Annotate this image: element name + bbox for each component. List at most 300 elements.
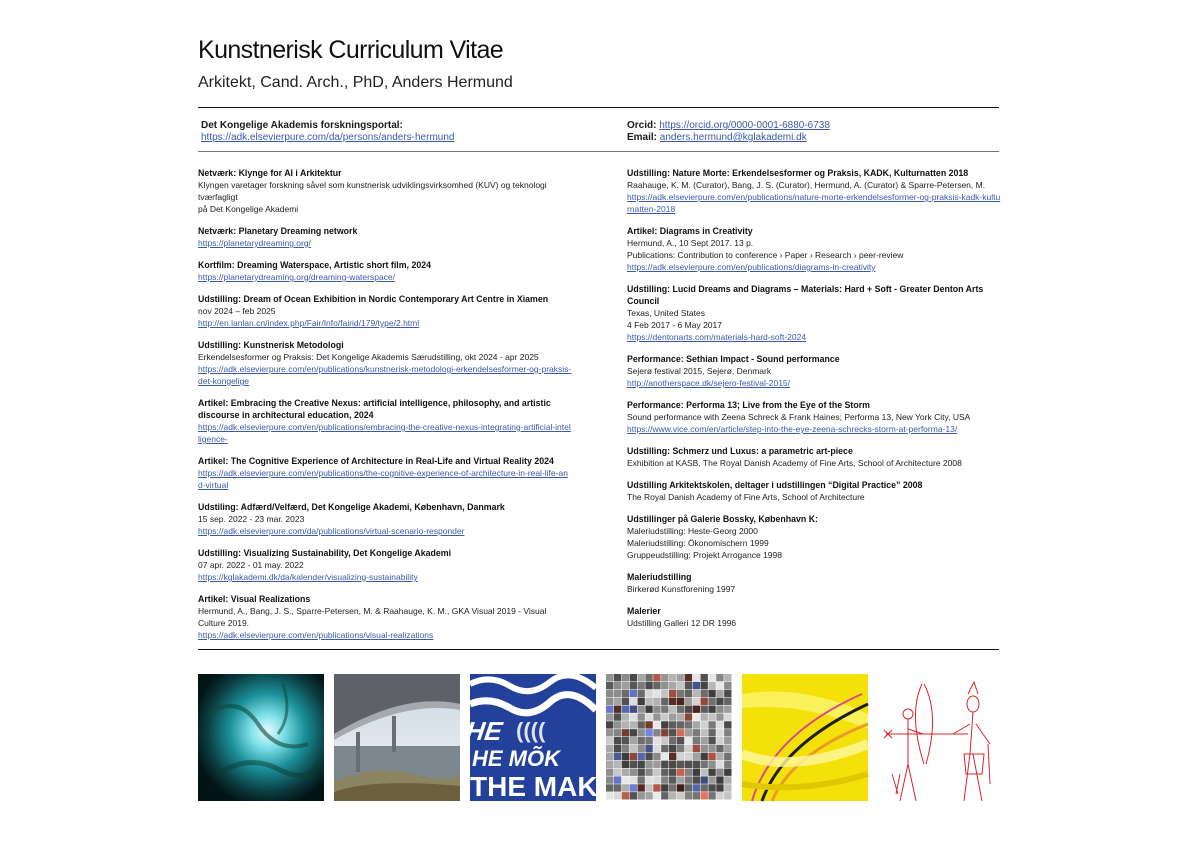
mosaic-tile: [645, 713, 652, 720]
mosaic-tile: [708, 682, 715, 689]
mosaic-tile: [669, 745, 676, 752]
mosaic-tile: [661, 792, 668, 799]
mosaic-tile: [708, 690, 715, 697]
mosaic-tile: [724, 753, 731, 760]
mosaic-tile: [724, 745, 731, 752]
mosaic-tile: [708, 776, 715, 783]
mosaic-tile: [614, 698, 621, 705]
cv-entry-title: Udstillinger på Galerie Bossky, København K:: [627, 514, 818, 524]
mosaic-tile: [622, 713, 629, 720]
mosaic-tile: [724, 690, 731, 697]
cv-entry-link[interactable]: https://www.vice.com/en/article/step-into-the-eye-zeena-schrecks-storm-at-performa-13/: [627, 424, 958, 434]
mosaic-tile: [622, 690, 629, 697]
mosaic-tile: [669, 690, 676, 697]
mosaic-tile: [661, 721, 668, 728]
mosaic-tile: [606, 729, 613, 736]
mosaic-tile: [724, 682, 731, 689]
mosaic-tile: [716, 706, 723, 713]
mosaic-tile: [724, 769, 731, 776]
mosaic-tile: [606, 769, 613, 776]
mosaic-tile: [724, 792, 731, 799]
mosaic-tile: [630, 792, 637, 799]
thumbnail-strip: [198, 674, 1003, 801]
mosaic-tile: [614, 761, 621, 768]
mosaic-tile: [614, 792, 621, 799]
mosaic-tile: [716, 784, 723, 791]
mosaic-tile: [669, 737, 676, 744]
cv-entry: [198, 167, 572, 215]
cv-entry-link[interactable]: https://adk.elsevierpure.com/en/publications/kunstnerisk-metodologi-erkendelsesformer-og-praksis-det-kongelige: [198, 364, 572, 386]
cv-entry-detail: Gruppeudstilling: Projekt Arrogance 1998: [627, 550, 782, 560]
cv-entry-detail: Maleriudstilling: Ökonomischern 1999: [627, 538, 769, 548]
mosaic-tile: [708, 737, 715, 744]
cv-entry: [198, 259, 572, 283]
mosaic-tile: [701, 698, 708, 705]
mosaic-tile: [724, 761, 731, 768]
mosaic-tile: [716, 745, 723, 752]
mosaic-tile: [693, 713, 700, 720]
mosaic-tile: [661, 745, 668, 752]
mosaic-tile: [701, 674, 708, 681]
cv-entry-detail: Birkerød Kunstforening 1997: [627, 584, 736, 594]
thumbnail-ocean-glow: [198, 674, 324, 801]
cv-entry-link[interactable]: https://adk.elsevierpure.com/en/publications/diagrams-in-creativity: [627, 262, 876, 272]
mosaic-tile: [708, 769, 715, 776]
mosaic-tile: [622, 769, 629, 776]
cv-entry-detail: Hermund, A., Bang, J. S., Sparre-Petersen, M. & Raahauge, K. M., GKA Visual 2019 - Visual Culture 2019.: [198, 606, 547, 628]
cv-entry-title: Performance: Sethian Impact - Sound performance: [627, 354, 840, 364]
mosaic-tile: [630, 706, 637, 713]
mosaic-image: [606, 674, 732, 801]
mosaic-tile: [653, 745, 660, 752]
cv-entry-title: Malerier: [627, 606, 661, 616]
cv-entry-link[interactable]: http://en.lanlan.cn/index.php/Fair/Info/fairid/179/type/2.html: [198, 318, 420, 328]
mosaic-tile: [638, 674, 645, 681]
mosaic-tile: [645, 682, 652, 689]
cv-entry-title: Artikel: Embracing the Creative Nexus: artificial intelligence, philosophy, and artistic discourse in architectural education, 2024: [198, 398, 551, 420]
mosaic-tile: [653, 713, 660, 720]
mosaic-tile: [653, 761, 660, 768]
mosaic-tile: [638, 761, 645, 768]
mosaic-tile: [716, 761, 723, 768]
mosaic-tile: [622, 792, 629, 799]
bottom-divider: [198, 649, 999, 650]
egyptian-drawing-image: [878, 674, 1003, 801]
cv-entry: [198, 397, 572, 445]
mosaic-tile: [685, 753, 692, 760]
portal-link[interactable]: https://adk.elsevierpure.com/da/persons/anders-hermund: [201, 132, 455, 143]
mosaic-tile: [645, 769, 652, 776]
cv-entry-link[interactable]: https://adk.elsevierpure.com/en/publications/nature-morte-erkendelsesformer-og-praksis-kadk-kulturnatten-2018: [627, 192, 1001, 214]
cv-entry-detail: nov 2024 – feb 2025: [198, 306, 276, 316]
mosaic-tile: [677, 698, 684, 705]
mosaic-tile: [701, 721, 708, 728]
mosaic-tile: [614, 769, 621, 776]
mosaic-tile: [661, 682, 668, 689]
mosaic-tile: [724, 698, 731, 705]
mosaic-tile: [622, 737, 629, 744]
mosaic-tile: [653, 721, 660, 728]
mosaic-tile: [606, 745, 613, 752]
cv-entry-link[interactable]: http://anotherspace.dk/sejero-festival-2015/: [627, 378, 791, 388]
mosaic-tile: [614, 682, 621, 689]
mosaic-tile: [614, 729, 621, 736]
mosaic-tile: [638, 737, 645, 744]
mosaic-tile: [685, 792, 692, 799]
mosaic-tile: [677, 674, 684, 681]
mosaic-tile: [669, 776, 676, 783]
mosaic-tile: [677, 745, 684, 752]
mosaic-tile: [622, 776, 629, 783]
mosaic-tile: [622, 729, 629, 736]
mosaic-tile: [614, 674, 621, 681]
mosaic-tile: [638, 753, 645, 760]
mosaic-tile: [653, 776, 660, 783]
mosaic-tile: [614, 721, 621, 728]
portal-label: Det Kongelige Akademis forskningsportal:: [201, 120, 403, 131]
mosaic-tile: [630, 753, 637, 760]
mosaic-tile: [614, 776, 621, 783]
mosaic-tile: [669, 698, 676, 705]
mosaic-tile: [630, 784, 637, 791]
mosaic-tile: [638, 784, 645, 791]
mosaic-tile: [645, 674, 652, 681]
mosaic-tile: [693, 690, 700, 697]
mosaic-tile: [708, 706, 715, 713]
mosaic-tile: [630, 721, 637, 728]
mosaic-tile: [653, 784, 660, 791]
cv-entry-title: Netværk: Klynge for AI i Arkitektur: [198, 168, 342, 178]
cv-entry: [627, 399, 1001, 435]
cv-entry-detail: The Royal Danish Academy of Fine Arts, School of Architecture: [627, 492, 865, 502]
mosaic-tile: [638, 706, 645, 713]
mosaic-tile: [606, 761, 613, 768]
cv-entry-link[interactable]: https://kglakademi.dk/da/kalender/visualizing-sustainability: [198, 572, 418, 582]
mosaic-tile: [685, 784, 692, 791]
mosaic-tile: [724, 737, 731, 744]
mosaic-tile: [701, 761, 708, 768]
mosaic-tile: [606, 784, 613, 791]
top-divider: [198, 107, 999, 108]
mosaic-tile: [716, 713, 723, 720]
cv-entry-title: Udstilling Arkitektskolen, deltager i udstillingen “Digital Practice” 2008: [627, 480, 923, 490]
mosaic-tile: [701, 784, 708, 791]
mosaic-tile: [685, 713, 692, 720]
mosaic-tile: [661, 737, 668, 744]
mosaic-tile: [701, 737, 708, 744]
cv-entry-detail: på Det Kongelige Akademi: [198, 204, 299, 214]
cv-entry-detail: Sound performance with Zeena Schreck & Frank Haines; Performa 13, New York City, USA: [627, 412, 971, 422]
typography-art-image: [463, 674, 606, 802]
mosaic-tile: [685, 745, 692, 752]
cv-entry-title: Udstilling: Dream of Ocean Exhibition in Nordic Contemporary Art Centre in Xiamen: [198, 294, 549, 304]
mosaic-tile: [677, 706, 684, 713]
mosaic-tile: [685, 698, 692, 705]
mosaic-tile: [677, 769, 684, 776]
mosaic-tile: [716, 792, 723, 799]
cv-entry-detail: Exhibition at KASB, The Royal Danish Academy of Fine Arts, School of Architecture 2008: [627, 458, 962, 468]
mosaic-tile: [645, 776, 652, 783]
cv-entry: [627, 605, 1001, 629]
mosaic-tile: [645, 784, 652, 791]
mosaic-tile: [693, 784, 700, 791]
cv-entry-link[interactable]: https://adk.elsevierpure.com/da/publications/virtual-scenario-responder: [198, 526, 465, 536]
mosaic-tile: [677, 690, 684, 697]
mosaic-tile: [638, 776, 645, 783]
mosaic-tile: [716, 690, 723, 697]
mosaic-tile: [638, 713, 645, 720]
mosaic-tile: [622, 706, 629, 713]
mosaic-tile: [614, 690, 621, 697]
mosaic-tile: [716, 776, 723, 783]
mosaic-tile: [677, 761, 684, 768]
cv-entry-link[interactable]: https://dentonarts.com/materials-hard-soft-2024: [627, 332, 807, 342]
mosaic-tile: [630, 682, 637, 689]
mosaic-tile: [708, 729, 715, 736]
cv-entry-detail: Publications: Contribution to conference › Paper › Research › peer-review: [627, 250, 904, 260]
svg-text:((((: ((((: [516, 718, 546, 743]
mosaic-tile: [661, 698, 668, 705]
contact-block: [627, 120, 830, 144]
mosaic-tile: [606, 674, 613, 681]
mosaic-tile: [622, 784, 629, 791]
mosaic-tile: [701, 792, 708, 799]
mosaic-tile: [653, 729, 660, 736]
mosaic-tile: [708, 792, 715, 799]
mosaic-tile: [701, 690, 708, 697]
mosaic-tile: [606, 682, 613, 689]
cv-entry-title: Udstilling: Visualizing Sustainability, Det Kongelige Akademi: [198, 548, 452, 558]
mosaic-tile: [677, 721, 684, 728]
cv-entry: [627, 571, 1001, 595]
mosaic-tile: [685, 690, 692, 697]
mosaic-tile: [669, 674, 676, 681]
mosaic-tile: [645, 729, 652, 736]
mosaic-tile: [622, 698, 629, 705]
mosaic-tile: [685, 682, 692, 689]
mosaic-tile: [630, 713, 637, 720]
cv-entry-link[interactable]: https://adk.elsevierpure.com/en/publications/embracing-the-creative-nexus-integrating-artificial-intelligence-: [198, 422, 571, 444]
mosaic-tile: [645, 721, 652, 728]
cv-entry-title: Kortfilm: Dreaming Waterspace, Artistic short film, 2024: [198, 260, 432, 270]
cv-entry-detail: Sejerø festival 2015, Sejerø, Denmark: [627, 366, 772, 376]
mosaic-tile: [661, 713, 668, 720]
mosaic-tile: [638, 698, 645, 705]
mosaic-tile: [708, 721, 715, 728]
cv-entry-detail: 4 Feb 2017 - 6 May 2017: [627, 320, 722, 330]
orcid-link[interactable]: https://orcid.org/0000-0001-6880-6738: [659, 120, 830, 131]
mosaic-tile: [638, 721, 645, 728]
portal-block: [201, 120, 454, 144]
cv-entry-detail: Raahauge, K. M. (Curator), Bang, J. S. (Curator), Hermund, A. (Curator) & Sparre-Petersen, M.: [627, 180, 986, 190]
mosaic-tile: [693, 737, 700, 744]
cv-entry-detail: 15 sep. 2022 - 23 mar. 2023: [198, 514, 305, 524]
mosaic-tile: [653, 737, 660, 744]
mosaic-tile: [693, 721, 700, 728]
page-subtitle: Arkitekt, Cand. Arch., PhD, Anders Hermund: [198, 74, 513, 91]
cv-entry-link[interactable]: https://planetarydreaming.org/: [198, 238, 311, 248]
mosaic-tile: [693, 698, 700, 705]
mosaic-tile: [653, 698, 660, 705]
cv-entry-title: Udstilling: Kunstnerisk Metodologi: [198, 340, 344, 350]
mosaic-tile: [669, 706, 676, 713]
mosaic-tile: [716, 753, 723, 760]
cv-entry-link[interactable]: https://adk.elsevierpure.com/en/publications/visual-realizations: [198, 630, 434, 640]
cv-entry-title: Artikel: The Cognitive Experience of Architecture in Real-Life and Virtual Reality 2024: [198, 456, 554, 466]
mosaic-tile: [630, 698, 637, 705]
mosaic-tile: [622, 761, 629, 768]
mosaic-tile: [638, 682, 645, 689]
cv-entry: [198, 547, 572, 583]
mosaic-tile: [724, 713, 731, 720]
mosaic-tile: [724, 776, 731, 783]
mosaic-tile: [693, 729, 700, 736]
mosaic-tile: [606, 753, 613, 760]
mosaic-tile: [685, 706, 692, 713]
mosaic-tile: [693, 674, 700, 681]
email-link[interactable]: anders.hermund@kglakademi.dk: [659, 132, 807, 143]
mosaic-tile: [661, 753, 668, 760]
cv-entry-title: Udstilling: Lucid Dreams and Diagrams – Materials: Hard + Soft - Greater Denton Arts Council: [627, 284, 984, 306]
mosaic-tile: [645, 737, 652, 744]
mosaic-tile: [677, 792, 684, 799]
mosaic-tile: [638, 745, 645, 752]
mosaic-tile: [614, 713, 621, 720]
mosaic-tile: [645, 690, 652, 697]
mosaic-tile: [614, 753, 621, 760]
mosaic-tile: [669, 721, 676, 728]
mosaic-tile: [653, 690, 660, 697]
mosaic-tile: [716, 698, 723, 705]
cv-entry-link[interactable]: https://adk.elsevierpure.com/en/publications/the-cognitive-experience-of-architecture-in-real-life-and-virtual: [198, 468, 568, 490]
mosaic-tile: [638, 729, 645, 736]
cv-entry-title: Netværk: Planetary Dreaming network: [198, 226, 358, 236]
mosaic-tile: [701, 745, 708, 752]
mosaic-tile: [724, 721, 731, 728]
mosaic-tile: [622, 674, 629, 681]
mosaic-tile: [653, 674, 660, 681]
mosaic-tile: [669, 729, 676, 736]
mosaic-tile: [677, 682, 684, 689]
mosaic-tile: [614, 745, 621, 752]
mosaic-tile: [716, 737, 723, 744]
mosaic-tile: [630, 729, 637, 736]
mosaic-tile: [622, 682, 629, 689]
mosaic-tile: [708, 784, 715, 791]
mosaic-tile: [630, 761, 637, 768]
mosaic-tile: [708, 753, 715, 760]
mosaic-tile: [701, 729, 708, 736]
mosaic-tile: [653, 706, 660, 713]
orcid-label: Orcid:: [627, 120, 657, 131]
mosaic-tile: [661, 769, 668, 776]
mosaic-tile: [653, 792, 660, 799]
mosaic-tile: [693, 769, 700, 776]
mosaic-tile: [645, 761, 652, 768]
mosaic-tile: [645, 706, 652, 713]
cv-entry-title: Udstilling: Nature Morte: Erkendelsesformer og Praksis, KADK, Kulturnatten 2018: [627, 168, 969, 178]
mosaic-tile: [685, 674, 692, 681]
mosaic-tile: [693, 682, 700, 689]
mosaic-tile: [708, 745, 715, 752]
mosaic-tile: [606, 690, 613, 697]
mosaic-tile: [606, 792, 613, 799]
mosaic-tile: [724, 706, 731, 713]
mosaic-tile: [606, 776, 613, 783]
cv-entry-title: Maleriudstilling: [627, 572, 692, 582]
cv-entry-detail: Klyngen varetager forskning såvel som kunstnerisk udviklingsvirksomhed (KUV) og teknologi tværfagligt: [198, 180, 547, 202]
mosaic-tile: [716, 729, 723, 736]
left-cv-column: [198, 167, 572, 651]
mosaic-tile: [716, 682, 723, 689]
yellow-abstract-image: [742, 674, 868, 801]
mosaic-tile: [677, 729, 684, 736]
mosaic-tile: [630, 690, 637, 697]
thumbnail-mosaic: [606, 674, 732, 801]
mosaic-tile: [645, 792, 652, 799]
mosaic-tile: [638, 769, 645, 776]
mosaic-tile: [701, 769, 708, 776]
thumbnail-typography-art: [463, 674, 606, 802]
mosaic-tile: [708, 674, 715, 681]
cv-entry: [627, 479, 1001, 503]
mosaic-tile: [661, 761, 668, 768]
section-divider: [198, 151, 999, 152]
mosaic-tile: [638, 690, 645, 697]
page-title: Kunstnerisk Curriculum Vitae: [198, 36, 504, 64]
mosaic-tile: [693, 792, 700, 799]
mosaic-tile: [701, 776, 708, 783]
mosaic-tile: [661, 784, 668, 791]
mosaic-tile: [638, 792, 645, 799]
email-label: Email:: [627, 132, 658, 143]
mosaic-tile: [669, 682, 676, 689]
mosaic-tile: [724, 674, 731, 681]
mosaic-tile: [716, 769, 723, 776]
cv-entry: [627, 445, 1001, 469]
mosaic-tile: [708, 761, 715, 768]
mosaic-tile: [693, 745, 700, 752]
cv-entry: [198, 593, 572, 641]
bridge-image: [334, 674, 460, 801]
mosaic-tile: [677, 713, 684, 720]
mosaic-tile: [661, 729, 668, 736]
mosaic-tile: [653, 753, 660, 760]
mosaic-tile: [693, 776, 700, 783]
mosaic-tile: [622, 753, 629, 760]
mosaic-tile: [716, 721, 723, 728]
mosaic-tile: [669, 761, 676, 768]
mosaic-tile: [693, 753, 700, 760]
cv-entry-title: Udstiling: Adfærd/Velfærd, Det Kongelige Akademi, København, Danmark: [198, 502, 505, 512]
mosaic-tile: [661, 706, 668, 713]
cv-entry-title: Performance: Performa 13; Live from the Eye of the Storm: [627, 400, 870, 410]
mosaic-tile: [622, 745, 629, 752]
right-cv-column: [627, 167, 1001, 639]
cv-entry-detail: Erkendelsesformer og Praksis: Det Kongelige Akademis Særudstilling, okt 2024 - apr 2025: [198, 352, 539, 362]
cv-entry-detail: Maleriudstilling: Heste-Georg 2000: [627, 526, 758, 536]
mosaic-tile: [645, 698, 652, 705]
maki-text: THE MAKI: [470, 771, 606, 802]
cv-entry-link[interactable]: https://planetarydreaming.org/dreaming-waterspace/: [198, 272, 396, 282]
cv-entry-detail: Hermund, A., 10 Sept 2017. 13 p.: [627, 238, 754, 248]
mosaic-tile: [606, 737, 613, 744]
cv-entry: [198, 501, 572, 537]
cv-entry: [198, 455, 572, 491]
cv-entry: [627, 225, 1001, 273]
mosaic-tile: [693, 706, 700, 713]
mosaic-tile: [685, 761, 692, 768]
